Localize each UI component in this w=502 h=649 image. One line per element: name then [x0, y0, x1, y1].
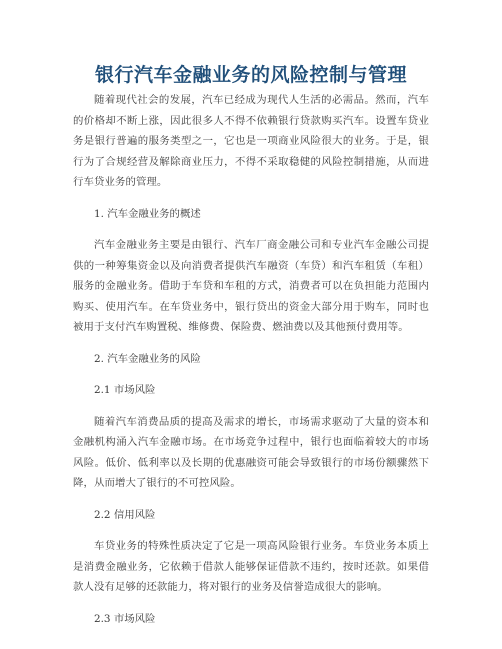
section-2-1-heading: 2.1 市场风险 — [94, 384, 156, 396]
section-1-heading: 1. 汽车金融业务的概述 — [94, 207, 201, 220]
section-2-2-paragraph: 车贷业务的特殊性质决定了它是一项高风险银行业务。车贷业务本质上是消费金融业务，它依赖于借款人能够保证借款不违约，按时还款。如果借款人没有足够的还款能力，将对银行的业务及信誉造成很大的影响。 — [73, 540, 429, 593]
section-1-paragraph: 汽车金融业务主要是由银行、汽车厂商金融公司和专业汽车金融公司提供的一种筹集资金以及向消费者提供汽车融资（车贷）和汽车租赁（车租）服务的金融业务。借助于车贷和车租的方式，消费者可以在负担能力范围内购买、使用汽车。在车贷业务中，银行贷出的资金大部分用于购车，同时也被用于支付汽车购置税、维修费、保险费、燃油费以及其他预付费用等。 — [73, 239, 429, 333]
document-body — [73, 90, 429, 640]
intro-paragraph: 随着现代社会的发展，汽车已经成为现代人生活的必需品。然而，汽车的价格却不断上涨，因此很多人不得不依赖银行贷款购买汽车。设置车贷业务是银行普遍的服务类型之一，它也是一项商业风险很大的业务。于是，银行为了合规经营及解除商业压力，不得不采取稳健的风险控制措施，从而进行车贷业务的管理。 — [73, 94, 429, 188]
section-2-1-paragraph: 随着汽车消费品质的提高及需求的增长，市场需求驱动了大量的资本和金融机构涌入汽车金融市场。在市场竞争过程中，银行也面临着较大的市场风险。低价、低利率以及长期的优惠融资可能会导致银行的市场份额骤然下降，从而增大了银行的不可控风险。 — [73, 415, 429, 489]
section-2-heading: 2. 汽车金融业务的风险 — [94, 352, 201, 365]
section-2-3-heading: 2.3 市场风险 — [94, 612, 156, 625]
section-2-2-heading: 2.2 信用风险 — [94, 508, 156, 521]
document-title: 银行汽车金融业务的风险控制与管理 — [94, 64, 407, 86]
